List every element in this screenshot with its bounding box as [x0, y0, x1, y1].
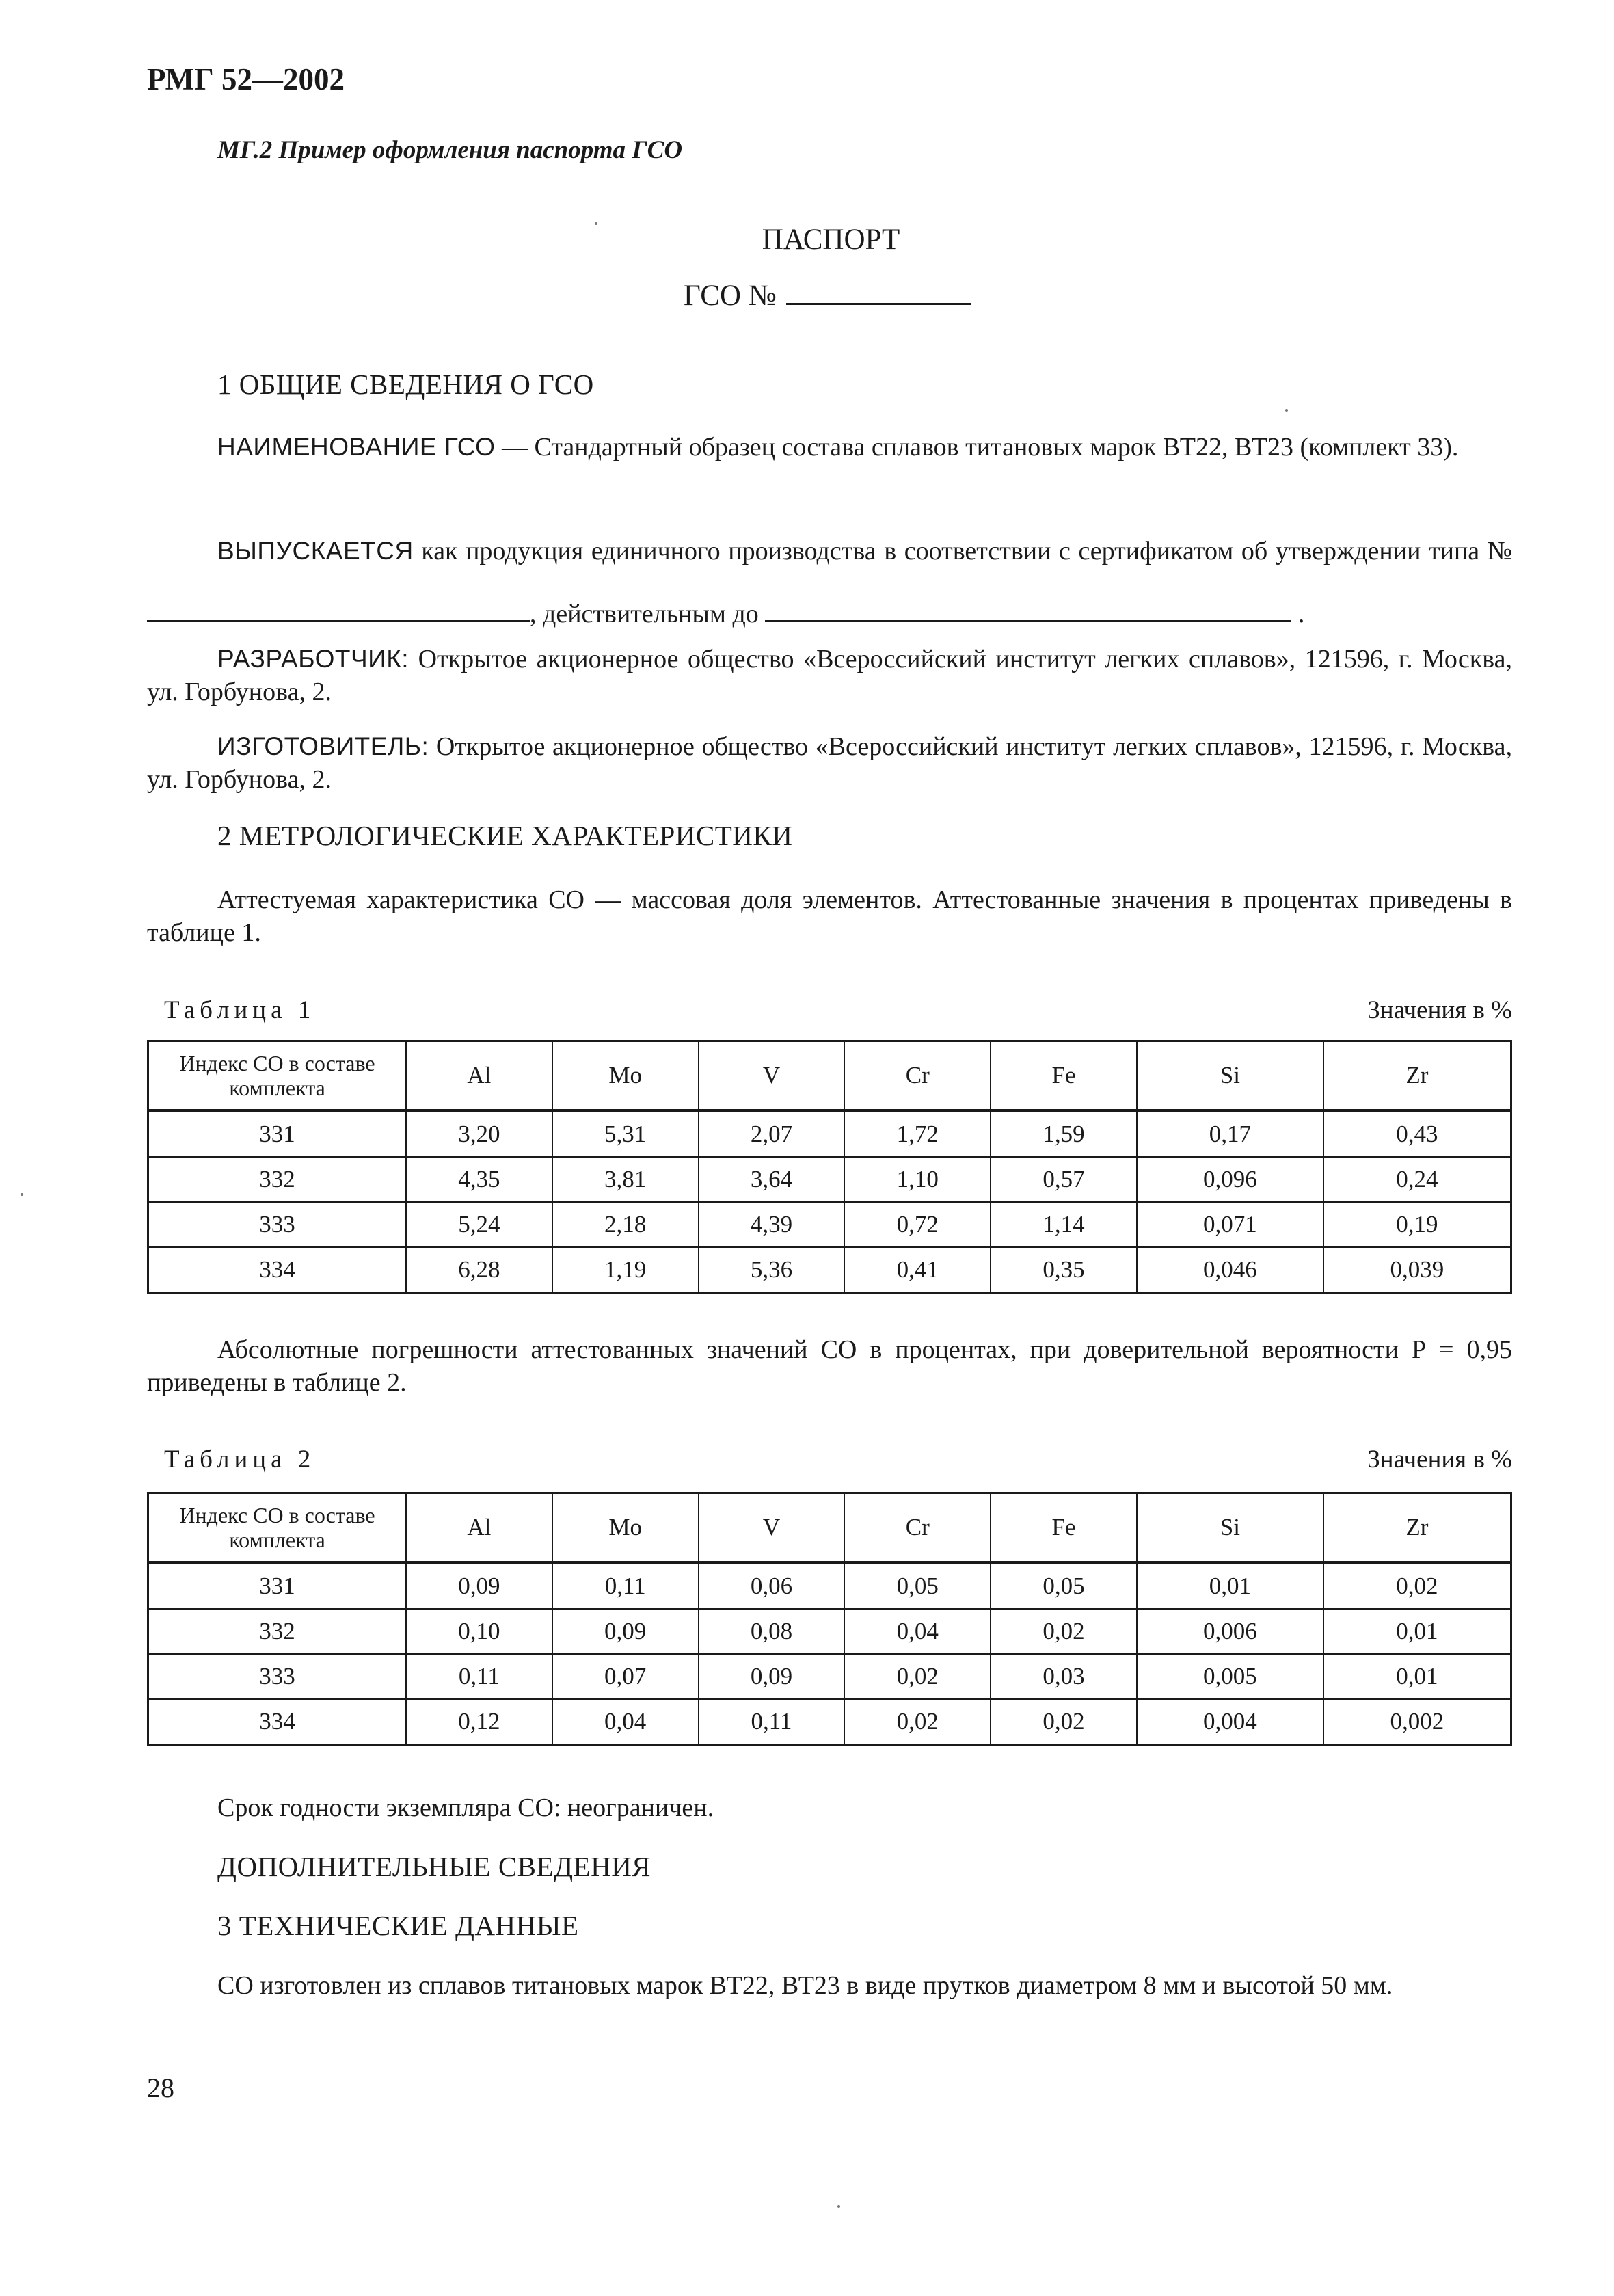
value-cell: 0,72	[844, 1202, 991, 1247]
value-cell: 0,09	[699, 1654, 845, 1699]
shelf-life-text: Срок годности экземпляра СО: неограничен.	[217, 1793, 714, 1822]
table-row	[148, 1157, 1511, 1202]
value-cell: 0,071	[1137, 1202, 1323, 1247]
table-row	[148, 1654, 1511, 1699]
header-mo: Mo	[552, 1041, 699, 1111]
gso-number-label: ГСО №	[684, 280, 777, 312]
row-index-cell: 331	[148, 1111, 407, 1158]
valid-text: , действительным до	[530, 600, 759, 628]
table-1	[147, 1040, 1512, 1294]
table-2-units: Значения в %	[1367, 1445, 1512, 1473]
value-cell: 0,004	[1137, 1699, 1323, 1745]
header-v: V	[699, 1493, 845, 1563]
value-cell: 0,41	[844, 1247, 991, 1293]
value-cell: 0,11	[406, 1654, 552, 1699]
value-cell: 0,02	[991, 1699, 1137, 1745]
value-cell: 0,57	[991, 1157, 1137, 1202]
table-1-units: Значения в %	[1367, 996, 1512, 1024]
header-si: Si	[1137, 1493, 1323, 1563]
maker-text: Открытое акционерное общество «Всероссийский институт легких сплавов», 121596, г. Москва, ул. Горбунова, 2.	[147, 732, 1512, 794]
table-1-body	[148, 1111, 1511, 1293]
gso-number-line	[684, 279, 971, 312]
value-cell: 0,01	[1323, 1654, 1511, 1699]
header-zr: Zr	[1323, 1041, 1511, 1111]
value-cell: 1,19	[552, 1247, 699, 1293]
issued-paragraph: ВЫПУСКАЕТСЯ как продукция единичного производства в соответствии с сертификатом об утверждении типа № , действительным до .	[147, 520, 1512, 645]
section-title: МГ.2 Пример оформления паспорта ГСО	[217, 136, 683, 164]
value-cell: 0,02	[991, 1609, 1137, 1654]
type-number-blank	[147, 597, 530, 622]
value-cell: 0,01	[1137, 1563, 1323, 1610]
value-cell: 0,19	[1323, 1202, 1511, 1247]
header-zr: Zr	[1323, 1493, 1511, 1563]
table-row	[148, 1111, 1511, 1158]
section-3-heading: 3 ТЕХНИЧЕСКИЕ ДАННЫЕ	[217, 1910, 579, 1941]
row-index-cell: 333	[148, 1202, 407, 1247]
section-1-heading: 1 ОБЩИЕ СВЕДЕНИЯ О ГСО	[217, 369, 594, 400]
value-cell: 0,03	[991, 1654, 1137, 1699]
table-1-header-row	[148, 1041, 1511, 1111]
name-label: НАИМЕНОВАНИЕ ГСО	[217, 433, 496, 461]
header-fe: Fe	[991, 1493, 1137, 1563]
value-cell: 1,59	[991, 1111, 1137, 1158]
table-row	[148, 1247, 1511, 1293]
value-cell: 0,10	[406, 1609, 552, 1654]
scan-speck	[595, 222, 597, 225]
header-mo: Mo	[552, 1493, 699, 1563]
header-index: Индекс СО в составе комплекта	[148, 1041, 407, 1111]
table-row	[148, 1609, 1511, 1654]
header-fe: Fe	[991, 1041, 1137, 1111]
value-cell: 0,096	[1137, 1157, 1323, 1202]
row-index-cell: 334	[148, 1247, 407, 1293]
value-cell: 0,05	[844, 1563, 991, 1610]
value-cell: 0,43	[1323, 1111, 1511, 1158]
value-cell: 1,10	[844, 1157, 991, 1202]
value-cell: 5,31	[552, 1111, 699, 1158]
name-paragraph	[147, 431, 1512, 464]
value-cell: 0,039	[1323, 1247, 1511, 1293]
intro-paragraph: Аттестуемая характеристика СО — массовая доля элементов. Аттестованные значения в процентах приведены в таблице 1.	[147, 885, 1512, 947]
value-cell: 3,20	[406, 1111, 552, 1158]
value-cell: 0,24	[1323, 1157, 1511, 1202]
value-cell: 0,12	[406, 1699, 552, 1745]
value-cell: 0,04	[844, 1609, 991, 1654]
value-cell: 0,02	[844, 1654, 991, 1699]
page-number: 28	[147, 2072, 174, 2103]
table-2-body	[148, 1563, 1511, 1745]
value-cell: 0,002	[1323, 1699, 1511, 1745]
value-cell: 0,04	[552, 1699, 699, 1745]
value-cell: 2,07	[699, 1111, 845, 1158]
value-cell: 5,24	[406, 1202, 552, 1247]
value-cell: 0,02	[1323, 1563, 1511, 1610]
header-al: Al	[406, 1493, 552, 1563]
extra-heading: ДОПОЛНИТЕЛЬНЫЕ СВЕДЕНИЯ	[217, 1851, 651, 1882]
value-cell: 0,046	[1137, 1247, 1323, 1293]
value-cell: 0,006	[1137, 1609, 1323, 1654]
maker-paragraph	[147, 730, 1512, 796]
value-cell: 0,11	[699, 1699, 845, 1745]
value-cell: 0,08	[699, 1609, 845, 1654]
value-cell: 2,18	[552, 1202, 699, 1247]
section-2-heading: 2 МЕТРОЛОГИЧЕСКИЕ ХАРАКТЕРИСТИКИ	[217, 820, 793, 851]
header-cr: Cr	[844, 1041, 991, 1111]
value-cell: 3,64	[699, 1157, 845, 1202]
valid-until-blank	[765, 597, 1291, 622]
scan-speck	[837, 2205, 840, 2208]
value-cell: 5,36	[699, 1247, 845, 1293]
value-cell: 0,11	[552, 1563, 699, 1610]
errors-paragraph: Абсолютные погрешности аттестованных значений СО в процентах, при доверительной вероятности Р = 0,95 приведены в таблице 2.	[147, 1335, 1512, 1397]
header-cr: Cr	[844, 1493, 991, 1563]
header-index: Индекс СО в составе комплекта	[148, 1493, 407, 1563]
table-2-caption: Таблица 2	[164, 1445, 316, 1473]
table-1-caption: Таблица 1	[164, 996, 316, 1024]
scan-speck	[1285, 409, 1288, 412]
value-cell: 0,005	[1137, 1654, 1323, 1699]
scan-speck	[21, 1193, 23, 1196]
value-cell: 0,17	[1137, 1111, 1323, 1158]
standard-designation: РМГ 52—2002	[147, 62, 345, 96]
row-index-cell: 334	[148, 1699, 407, 1745]
gso-number-blank	[786, 280, 971, 305]
row-index-cell: 331	[148, 1563, 407, 1610]
passport-title: ПАСПОРТ	[762, 224, 900, 256]
header-al: Al	[406, 1041, 552, 1111]
value-cell: 0,07	[552, 1654, 699, 1699]
value-cell: 6,28	[406, 1247, 552, 1293]
developer-label: РАЗРАБОТЧИК:	[217, 645, 409, 673]
row-index-cell: 332	[148, 1609, 407, 1654]
value-cell: 0,01	[1323, 1609, 1511, 1654]
value-cell: 3,81	[552, 1157, 699, 1202]
table-2	[147, 1492, 1512, 1746]
issued-label: ВЫПУСКАЕТСЯ	[217, 537, 414, 565]
table-row	[148, 1202, 1511, 1247]
value-cell: 1,72	[844, 1111, 991, 1158]
issued-text: как продукция единичного производства в соответствии с сертификатом об утверждении типа №	[413, 537, 1512, 565]
table-2-header-row	[148, 1493, 1511, 1563]
value-cell: 0,06	[699, 1563, 845, 1610]
value-cell: 0,05	[991, 1563, 1137, 1610]
value-cell: 4,39	[699, 1202, 845, 1247]
header-si: Si	[1137, 1041, 1323, 1111]
developer-text: Открытое акционерное общество «Всероссийский институт легких сплавов», 121596, г. Москва, ул. Горбунова, 2.	[147, 645, 1512, 706]
table-row	[148, 1699, 1511, 1745]
row-index-cell: 332	[148, 1157, 407, 1202]
header-v: V	[699, 1041, 845, 1111]
value-cell: 0,35	[991, 1247, 1137, 1293]
technical-data-text: СО изготовлен из сплавов титановых марок ВТ22, ВТ23 в виде прутков диаметром 8 мм и высотой 50 мм.	[217, 1971, 1393, 2000]
value-cell: 0,09	[552, 1609, 699, 1654]
row-index-cell: 333	[148, 1654, 407, 1699]
developer-paragraph	[147, 643, 1512, 708]
value-cell: 0,02	[844, 1699, 991, 1745]
maker-label: ИЗГОТОВИТЕЛЬ:	[217, 732, 429, 760]
value-cell: 0,09	[406, 1563, 552, 1610]
name-text: — Стандартный образец состава сплавов титановых марок ВТ22, ВТ23 (комплект 33).	[495, 433, 1459, 462]
value-cell: 1,14	[991, 1202, 1137, 1247]
value-cell: 4,35	[406, 1157, 552, 1202]
table-row	[148, 1563, 1511, 1610]
